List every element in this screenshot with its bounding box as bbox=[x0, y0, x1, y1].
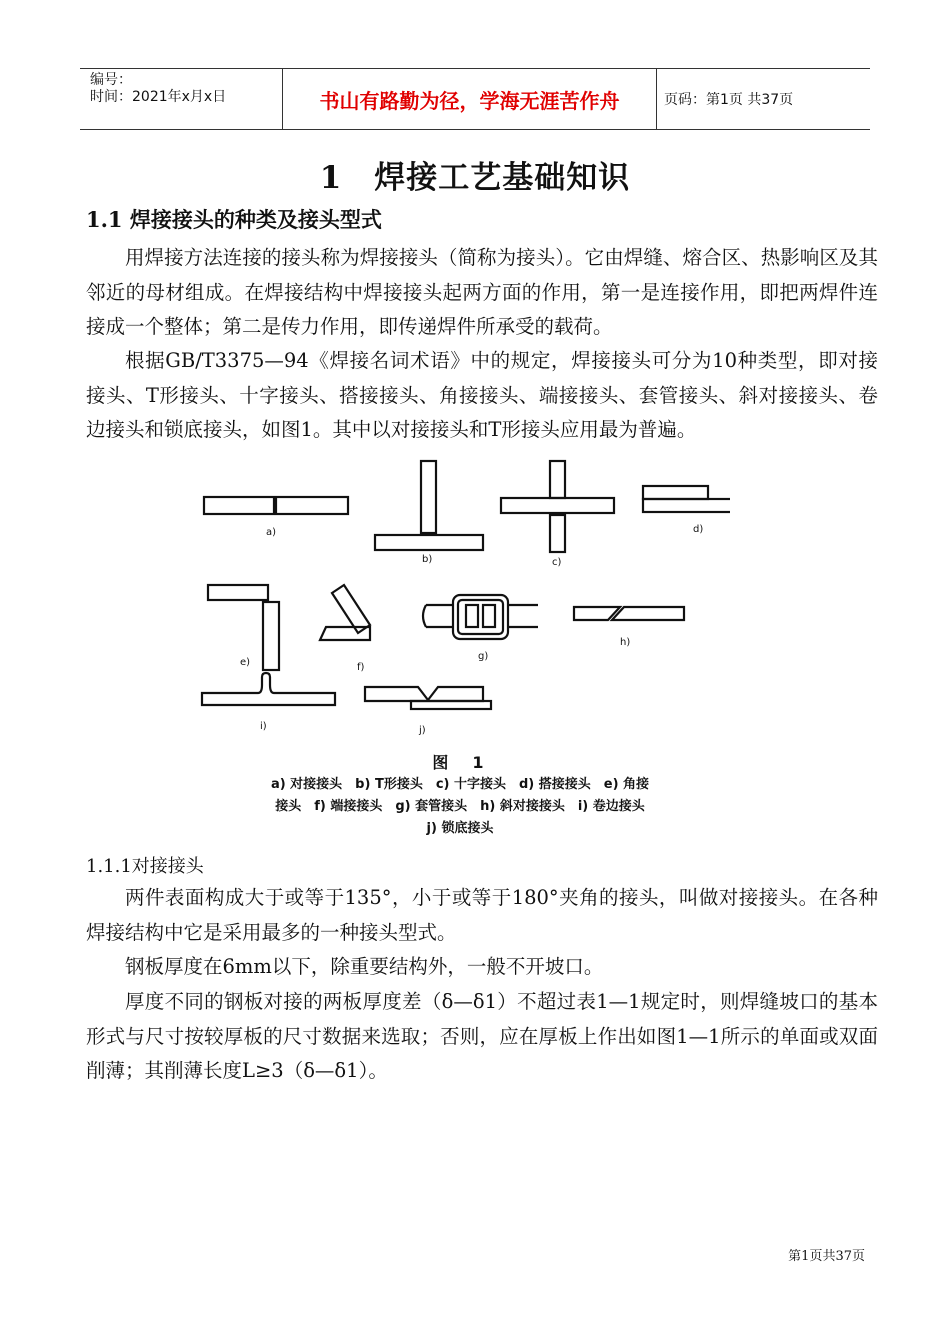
label-f: f) bbox=[357, 662, 365, 673]
header-motto: 书山有路勤为径，学海无涯苦作舟 bbox=[282, 69, 657, 129]
joint-b-web bbox=[421, 461, 436, 533]
header-meta bbox=[80, 69, 282, 129]
joint-f-plate bbox=[332, 585, 370, 633]
page-header bbox=[80, 68, 870, 130]
section-heading: 1.1 焊接接头的种类及接头型式 bbox=[86, 207, 382, 232]
joint-g-pipe bbox=[423, 605, 452, 627]
paragraph: 钢板厚度在6mm以下，除重要结构外，一般不开坡口。 bbox=[125, 955, 604, 978]
label-d: d) bbox=[693, 524, 704, 535]
number-label: 编号： bbox=[90, 72, 132, 88]
joint-c-plate bbox=[501, 498, 614, 513]
label-g: g) bbox=[478, 651, 489, 662]
joint-g-sleeve bbox=[453, 595, 508, 639]
joint-j-plates bbox=[365, 687, 483, 701]
caption-line: a) 对接接头 b) T形接头 c) 十字接头 d) 搭接接头 e) 角接 bbox=[270, 777, 650, 792]
label-b: b) bbox=[422, 554, 433, 565]
joint-d-plate bbox=[643, 486, 708, 499]
page-footer: 第1页共37页 bbox=[788, 1249, 865, 1264]
caption-line: j) 锁底接头 bbox=[426, 821, 494, 836]
paragraph: 用焊接方法连接的接头称为焊接接头（简称为接头）。它由焊缝、熔合区、热影响区及其邻近的母材组成。在焊接结构中焊接接头起两方面的作用，第一是连接作用，即把两焊件连接成一个整体；第二是传力作用，即传递焊件所承受的载荷。 bbox=[86, 246, 878, 338]
joint-j-backing bbox=[411, 701, 491, 709]
joint-h-plate bbox=[612, 607, 684, 620]
paragraph: 根据GB/T3375—94《焊接名词术语》中的规定，焊接接头可分为10种类型，即对接接头、T形接头、十字接头、搭接接头、角接接头、端接接头、套管接头、斜对接接头、卷边接头和锁底接头，如图1。其中以对接接头和T形接头应用最为普遍。 bbox=[86, 349, 878, 441]
joint-a-plate bbox=[276, 497, 348, 514]
subsection-heading: 1.1.1对接接头 bbox=[86, 856, 204, 877]
joint-g-sleeve bbox=[458, 600, 503, 634]
label-a: a) bbox=[266, 527, 277, 538]
header-page-info: 页码：第1页 共37页 bbox=[664, 92, 794, 108]
figure-title: 图 1 bbox=[432, 753, 488, 772]
label-j: j) bbox=[419, 725, 426, 736]
joint-g-insert bbox=[466, 605, 478, 627]
label-e: e) bbox=[240, 657, 251, 668]
joint-i-plates bbox=[202, 673, 335, 705]
joint-b-flange bbox=[375, 535, 483, 550]
joint-d-plate bbox=[643, 499, 730, 512]
label-i: i) bbox=[260, 721, 267, 732]
paragraph: 厚度不同的钢板对接的两板厚度差（δ—δ1）不超过表1—1规定时，则焊缝坡口的基本形式与尺寸按较厚板的尺寸数据来选取；否则，应在厚板上作出如图1—1所示的单面或双面削薄；其削薄长度L≥3（δ—δ1）。 bbox=[86, 990, 878, 1082]
joint-g-pipe bbox=[508, 605, 538, 627]
time-label: 时间：2021年x月x日 bbox=[90, 89, 227, 105]
label-c: c) bbox=[552, 557, 562, 568]
caption-line: 接头 f) 端接接头 g) 套管接头 h) 斜对接接头 i) 卷边接头 bbox=[275, 799, 645, 814]
joint-a-plate bbox=[204, 497, 274, 514]
joint-c-web bbox=[550, 461, 565, 498]
joint-g-insert bbox=[483, 605, 495, 627]
paragraph: 两件表面构成大于或等于135°，小于或等于180°夹角的接头，叫做对接接头。在各种焊接结构中它是采用最多的一种接头型式。 bbox=[86, 886, 878, 944]
joint-c-web bbox=[550, 515, 565, 552]
figure-caption bbox=[190, 752, 730, 840]
document-title: 1 焊接工艺基础知识 bbox=[319, 160, 631, 196]
label-h: h) bbox=[620, 637, 631, 648]
joint-e-plate bbox=[208, 585, 268, 600]
joint-e-plate bbox=[263, 602, 279, 670]
